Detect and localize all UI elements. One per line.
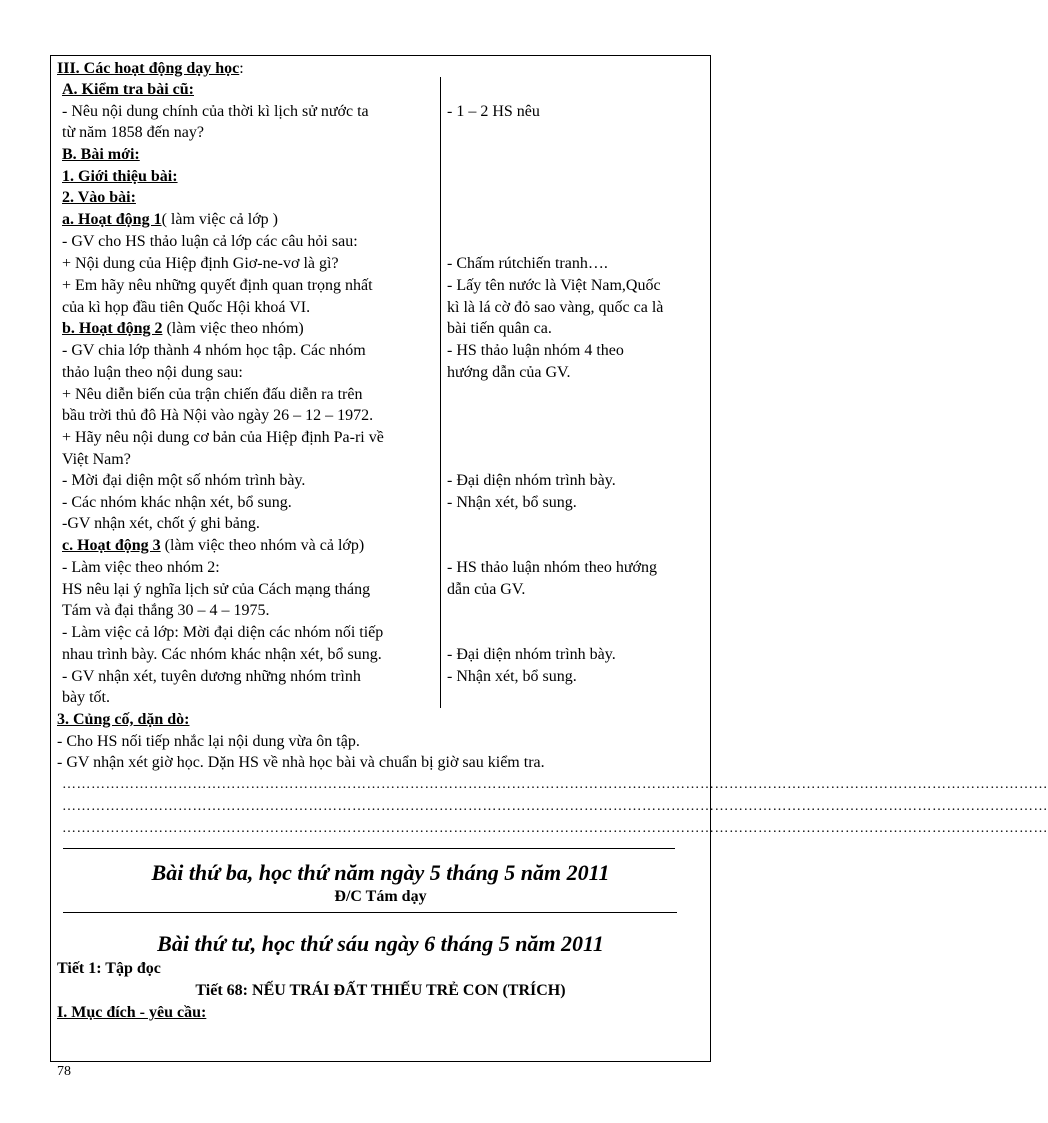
- check-old-lesson-heading: A. Kiểm tra bài cũ:: [62, 81, 194, 98]
- consolidation-line: - Cho HS nối tiếp nhắc lại nội dung vừa ôn tập.: [57, 733, 360, 750]
- lesson-4-topic: Tiết 68: NẾU TRÁI ĐẤT THIẾU TRẺ CON (TRÍCH): [195, 982, 566, 999]
- page-number: 78: [57, 1064, 71, 1079]
- activity-1-response: bài tiến quân ca.: [447, 320, 552, 337]
- activity-1-line: + Em hãy nêu những quyết định quan trọng nhất: [62, 277, 373, 294]
- activity-3-line: bày tốt.: [62, 689, 110, 706]
- activity-3-response: dẫn của GV.: [447, 581, 526, 598]
- activity-2-line: Việt Nam?: [62, 451, 131, 468]
- activity-2-response: - HS thảo luận nhóm 4 theo: [447, 342, 624, 359]
- enter-lesson-heading: 2. Vào bài:: [62, 189, 136, 206]
- activity-1-response: - Chấm rútchiến tranh….: [447, 255, 608, 272]
- activity-3-response: - Đại diện nhóm trình bày.: [447, 646, 616, 663]
- activity-2-line: + Hãy nêu nội dung cơ bản của Hiệp định Pa-ri về: [62, 429, 384, 446]
- lesson-4-title: Bài thứ tư, học thứ sáu ngày 6 tháng 5 năm 2011: [157, 931, 604, 956]
- activity-2-response: hướng dẫn của GV.: [447, 364, 571, 381]
- dotted-line: ……………………………………………………………………………………………………………………………………………………………………………………: [62, 821, 1048, 836]
- activity-1-heading: a. Hoạt động 1( làm việc cả lớp ): [62, 211, 278, 228]
- separator: [63, 912, 677, 913]
- consolidation-heading: 3. Củng cố, dặn dò:: [57, 711, 190, 728]
- lesson-3-title: Bài thứ ba, học thứ năm ngày 5 tháng 5 năm 2011: [151, 860, 610, 885]
- section-title: III. Các hoạt động dạy học:: [57, 60, 244, 77]
- activity-2-response: - Đại diện nhóm trình bày.: [447, 472, 616, 489]
- activity-1-line: + Nội dung của Hiệp định Giơ-ne-vơ là gì?: [62, 255, 339, 272]
- column-divider: [440, 77, 441, 708]
- new-lesson-heading: B. Bài mới:: [62, 146, 140, 163]
- activity-1-response: - Lấy tên nước là Việt Nam,Quốc: [447, 277, 661, 294]
- consolidation-line: - GV nhận xét giờ học. Dặn HS về nhà học bài và chuẩn bị giờ sau kiểm tra.: [57, 754, 545, 771]
- activity-2-line: - Mời đại diện một số nhóm trình bày.: [62, 472, 306, 489]
- activity-2-heading: b. Hoạt động 2 (làm việc theo nhóm): [62, 320, 304, 337]
- activity-3-line: nhau trình bày. Các nhóm khác nhận xét, bổ sung.: [62, 646, 382, 663]
- activity-1-line: của kì họp đầu tiên Quốc Hội khoá VI.: [62, 299, 311, 316]
- purpose-heading: I. Mục đích - yêu cầu:: [57, 1004, 207, 1021]
- activity-3-line: - Làm việc theo nhóm 2:: [62, 559, 220, 576]
- lesson-3-teacher: Đ/C Tám dạy: [334, 888, 427, 905]
- dotted-line: ……………………………………………………………………………………………………………………………………………………………………………………: [62, 799, 1048, 814]
- activity-3-line: - GV nhận xét, tuyên dương những nhóm trình: [62, 668, 361, 685]
- activity-1-line: - GV cho HS thảo luận cả lớp các câu hỏi sau:: [62, 233, 358, 250]
- activity-3-response: - Nhận xét, bổ sung.: [447, 668, 577, 685]
- activity-2-response: - Nhận xét, bổ sung.: [447, 494, 577, 511]
- activity-3-response: - HS thảo luận nhóm theo hướng: [447, 559, 657, 576]
- dotted-line: ……………………………………………………………………………………………………………………………………………………………………………………: [62, 777, 1048, 792]
- activity-2-line: - Các nhóm khác nhận xét, bổ sung.: [62, 494, 292, 511]
- intro-heading: 1. Giới thiệu bài:: [62, 168, 178, 185]
- activity-3-heading: c. Hoạt động 3 (làm việc theo nhóm và cả lớp): [62, 537, 365, 554]
- activity-3-line: HS nêu lại ý nghĩa lịch sử của Cách mạng tháng: [62, 581, 371, 598]
- check-question: - Nêu nội dung chính của thời kì lịch sử nước ta: [62, 103, 369, 120]
- activity-1-response: kì là lá cờ đỏ sao vàng, quốc ca là: [447, 299, 664, 316]
- activity-2-line: - GV chia lớp thành 4 nhóm học tập. Các nhóm: [62, 342, 366, 359]
- activity-2-line: -GV nhận xét, chốt ý ghi bảng.: [62, 515, 260, 532]
- activity-2-line: + Nêu diễn biến của trận chiến đấu diễn ra trên: [62, 386, 363, 403]
- activity-2-line: thảo luận theo nội dung sau:: [62, 364, 243, 381]
- check-response: - 1 – 2 HS nêu: [447, 103, 540, 120]
- activity-3-line: Tám và đại thắng 30 – 4 – 1975.: [62, 602, 270, 619]
- lesson-4-period: Tiết 1: Tập đọc: [57, 960, 161, 977]
- separator: [63, 848, 675, 849]
- activity-2-line: bầu trời thủ đô Hà Nội vào ngày 26 – 12 – 1972.: [62, 407, 374, 424]
- check-question: từ năm 1858 đến nay?: [62, 124, 204, 141]
- activity-3-line: - Làm việc cả lớp: Mời đại diện các nhóm nối tiếp: [62, 624, 384, 641]
